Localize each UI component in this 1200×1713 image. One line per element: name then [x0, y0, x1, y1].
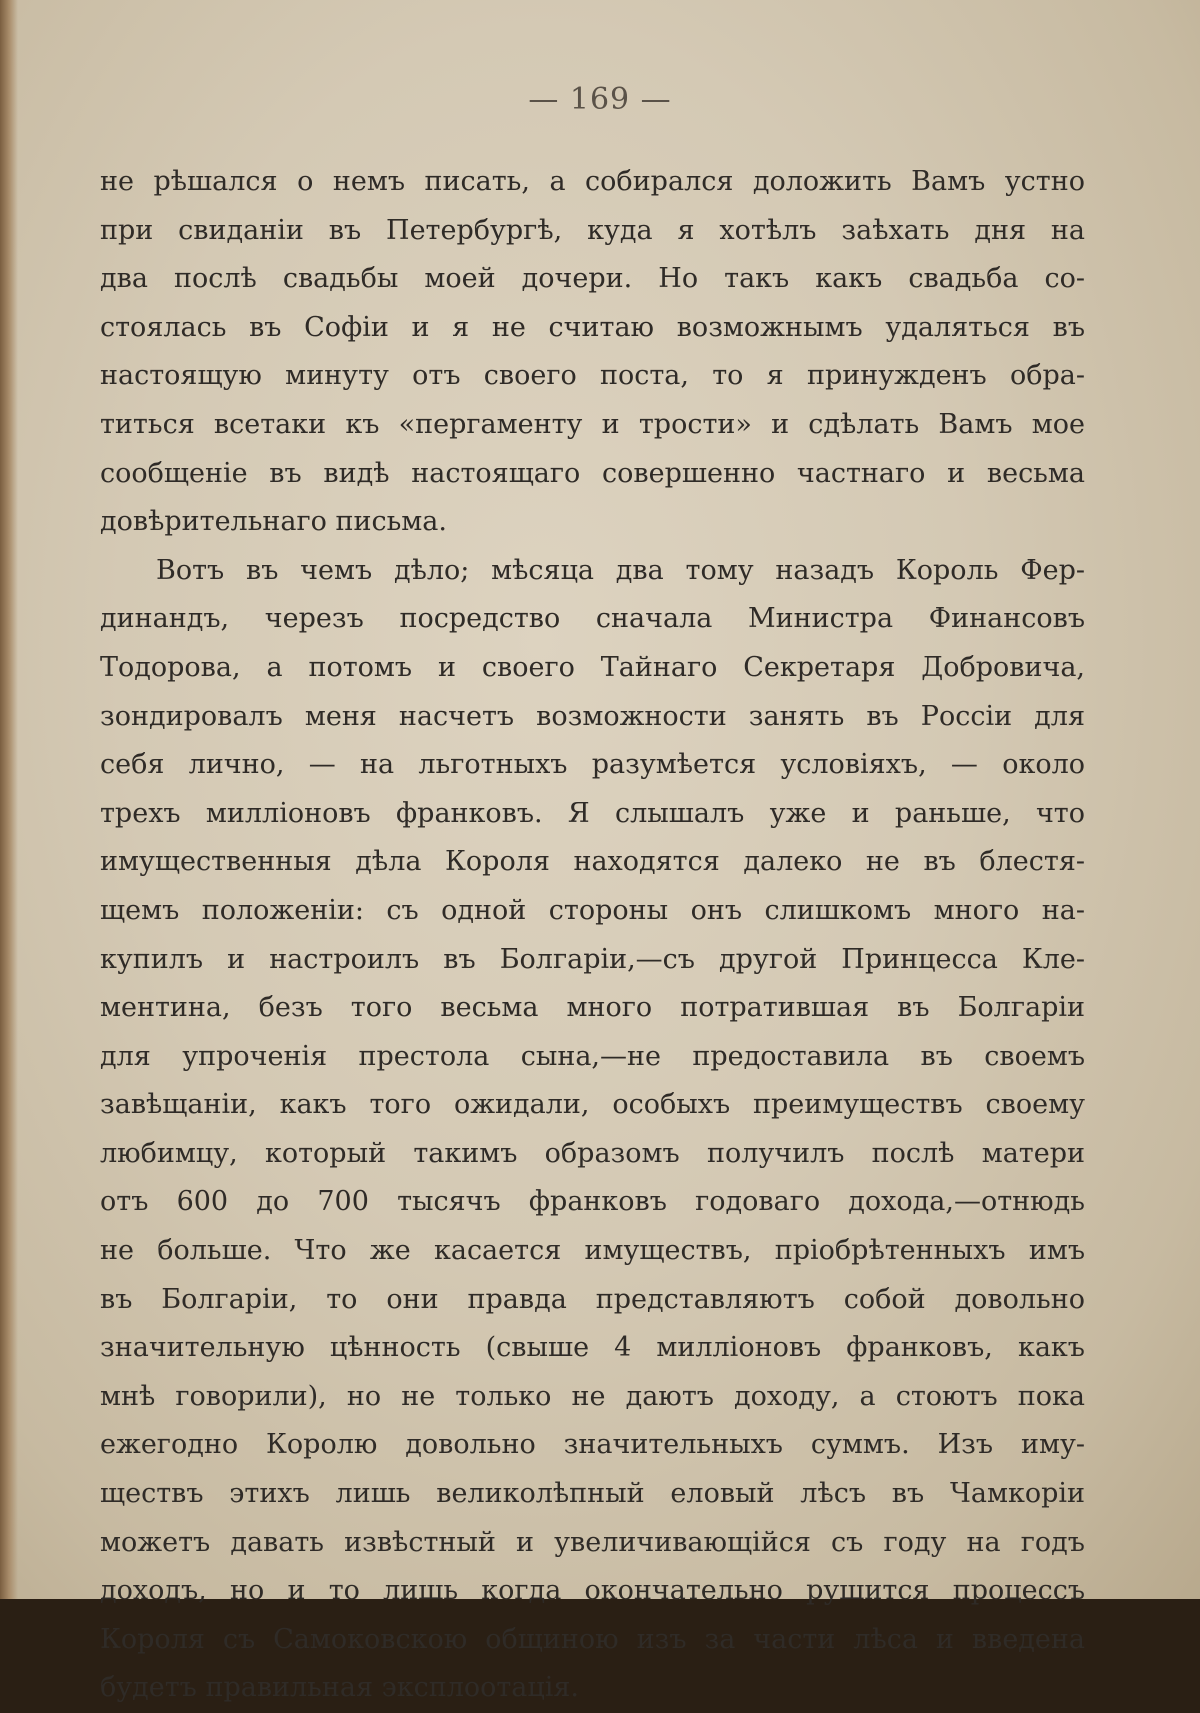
text-line: при свиданіи въ Петербургѣ, куда я хотѣлъ заѣхать дня на: [100, 214, 1085, 246]
text-line: динандъ, черезъ посредство сначала Министра Финансовъ: [100, 603, 1085, 635]
text-line: зондировалъ меня насчетъ возможности занять въ Россіи для: [100, 700, 1085, 732]
text-line: значительную цѣнность (свыше 4 милліоновъ франковъ, какъ: [100, 1332, 1085, 1364]
paragraph-1: [100, 158, 1085, 547]
text-line: завѣщаніи, какъ того ожидали, особыхъ преимуществъ своему: [100, 1089, 1085, 1121]
text-line: титься всетаки къ «пергаменту и трости» и сдѣлать Вамъ мое: [100, 408, 1085, 440]
text-line: Вотъ въ чемъ дѣло; мѣсяца два тому назадъ Король Фер-: [156, 554, 1085, 586]
text-line: Тодорова, а потомъ и своего Тайнаго Секретаря Добровича,: [100, 651, 1085, 683]
text-line: не больше. Что же касается имуществъ, пріобрѣтенныхъ имъ: [100, 1235, 1085, 1267]
text-line: стоялась въ Софіи и я не считаю возможнымъ удаляться въ: [100, 311, 1085, 343]
body-text: [100, 158, 1085, 1713]
text-line: щемъ положеніи: съ одной стороны онъ слишкомъ много на-: [100, 894, 1085, 926]
text-line: въ Болгаріи, то они правда представляютъ собой довольно: [100, 1283, 1085, 1315]
text-line: любимцу, который такимъ образомъ получилъ послѣ матери: [100, 1137, 1085, 1169]
text-line: сообщеніе въ видѣ настоящаго совершенно частнаго и весьма: [100, 457, 1085, 489]
text-line: два послѣ свадьбы моей дочери. Но такъ какъ свадьба со-: [100, 263, 1085, 295]
text-line: отъ 600 до 700 тысячъ франковъ годоваго дохода,—отнюдь: [100, 1186, 1085, 1218]
text-line: доходъ, но и то лишь когда окончательно рушится процессъ: [100, 1575, 1085, 1607]
text-line: не рѣшался о немъ писать, а собирался доложить Вамъ устно: [100, 166, 1085, 197]
page-number: — 169 —: [528, 82, 672, 117]
text-line: имущественныя дѣла Короля находятся далеко не въ блестя-: [100, 846, 1085, 878]
text-line: настоящую минуту отъ своего поста, то я принужденъ обра-: [100, 360, 1085, 392]
text-line: купилъ и настроилъ въ Болгаріи,—съ другой Принцесса Кле-: [100, 943, 1085, 975]
text-line: довѣрительнаго письма.: [100, 506, 447, 538]
text-line: можетъ давать извѣстный и увеличивающійся съ году на годъ: [100, 1526, 1085, 1558]
text-line: мнѣ говорили), но не только не даютъ доходу, а стоютъ пока: [100, 1380, 1085, 1412]
paragraph-2: [100, 547, 1085, 1713]
text-line: себя лично, — на льготныхъ разумѣется условіяхъ, — около: [100, 749, 1085, 781]
text-line: Короля съ Самоковскою общиною изъ за части лѣса и введена: [100, 1623, 1085, 1655]
text-line: ментина, безъ того весьма много потратившая въ Болгаріи: [100, 992, 1085, 1024]
spine-shadow: [0, 0, 18, 1599]
text-line: будетъ правильная эксплоотація.: [100, 1672, 579, 1704]
text-line: ществъ этихъ лишь великолѣпный еловый лѣсъ въ Чамкоріи: [100, 1478, 1085, 1510]
text-line: для упроченія престола сына,—не предоставила въ своемъ: [100, 1040, 1085, 1072]
text-line: ежегодно Королю довольно значительныхъ суммъ. Изъ иму-: [100, 1429, 1085, 1461]
text-line: трехъ милліоновъ франковъ. Я слышалъ уже и раньше, что: [100, 797, 1085, 829]
